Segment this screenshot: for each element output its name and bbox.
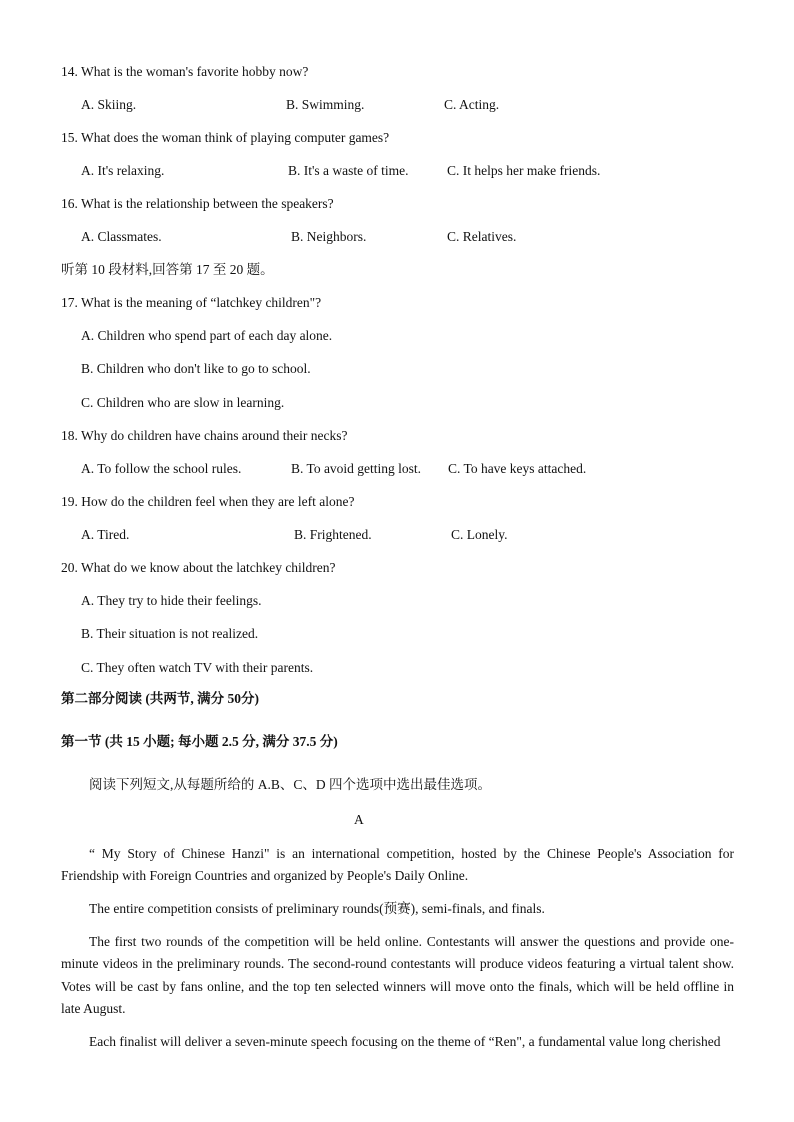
reading-instruction: 阅读下列短文,从每题所给的 A.B、C、D 四个选项中选出最佳选项。: [89, 777, 492, 792]
passage-paragraph-1: “ My Story of Chinese Hanzi" is an international competition, hosted by the Chinese People's Association for Friendship with Foreign Countries and organized by People's Daily Online.: [61, 846, 734, 884]
part-two-heading: 第二部分阅读 (共两节, 满分 50分): [61, 691, 259, 706]
question-19-option-c: C. Lonely.: [451, 527, 508, 542]
question-18-option-c: C. To have keys attached.: [448, 461, 587, 476]
question-17-option-a: A. Children who spend part of each day alone.: [81, 328, 333, 343]
question-20-option-c: C. They often watch TV with their parents.: [81, 660, 314, 675]
listening-instruction: 听第 10 段材料,回答第 17 至 20 题。: [61, 262, 274, 277]
question-15-option-c: C. It helps her make friends.: [447, 163, 601, 178]
section-one-heading: 第一节 (共 15 小题; 每小题 2.5 分, 满分 37.5 分): [61, 734, 338, 749]
question-19-stem: 19. How do the children feel when they are left alone?: [61, 494, 355, 509]
question-16-option-c: C. Relatives.: [447, 229, 517, 244]
question-20-option-a: A. They try to hide their feelings.: [81, 593, 262, 608]
question-14-option-c: C. Acting.: [444, 97, 500, 112]
question-18-stem: 18. Why do children have chains around their necks?: [61, 428, 348, 443]
passage-paragraph-2: The entire competition consists of preliminary rounds(预赛), semi-finals, and finals.: [89, 901, 545, 916]
question-15-option-b: B. It's a waste of time.: [288, 163, 409, 178]
passage-label: A: [354, 812, 364, 827]
question-19-option-b: B. Frightened.: [294, 527, 372, 542]
question-14-option-b: B. Swimming.: [286, 97, 365, 112]
question-15-stem: 15. What does the woman think of playing computer games?: [61, 130, 390, 145]
question-14-stem: 14. What is the woman's favorite hobby now?: [61, 64, 309, 79]
question-20-stem: 20. What do we know about the latchkey children?: [61, 560, 336, 575]
question-17-option-b: B. Children who don't like to go to school.: [81, 361, 311, 376]
question-17-option-c: C. Children who are slow in learning.: [81, 395, 285, 410]
passage-paragraph-4: Each finalist will deliver a seven-minute speech focusing on the theme of “Ren", a fundamental value long cherished: [89, 1034, 721, 1049]
question-18-option-a: A. To follow the school rules.: [81, 461, 242, 476]
question-14-option-a: A. Skiing.: [81, 97, 137, 112]
question-20-option-b: B. Their situation is not realized.: [81, 626, 259, 641]
question-17-stem: 17. What is the meaning of “latchkey children"?: [61, 295, 322, 310]
passage-paragraph-3: The first two rounds of the competition will be held online. Contestants will answer the questions and provide one-minute videos in the preliminary rounds. The second-round contestants will produce videos featuring a virtual talent show. Votes will be cast by fans online, and the top ten selected winners will move onto the finals, which will be held offline in late August.: [61, 934, 734, 1017]
question-16-stem: 16. What is the relationship between the speakers?: [61, 196, 334, 211]
question-16-option-a: A. Classmates.: [81, 229, 162, 244]
question-16-option-b: B. Neighbors.: [291, 229, 367, 244]
question-15-option-a: A. It's relaxing.: [81, 163, 165, 178]
question-19-option-a: A. Tired.: [81, 527, 130, 542]
question-18-option-b: B. To avoid getting lost.: [291, 461, 422, 476]
